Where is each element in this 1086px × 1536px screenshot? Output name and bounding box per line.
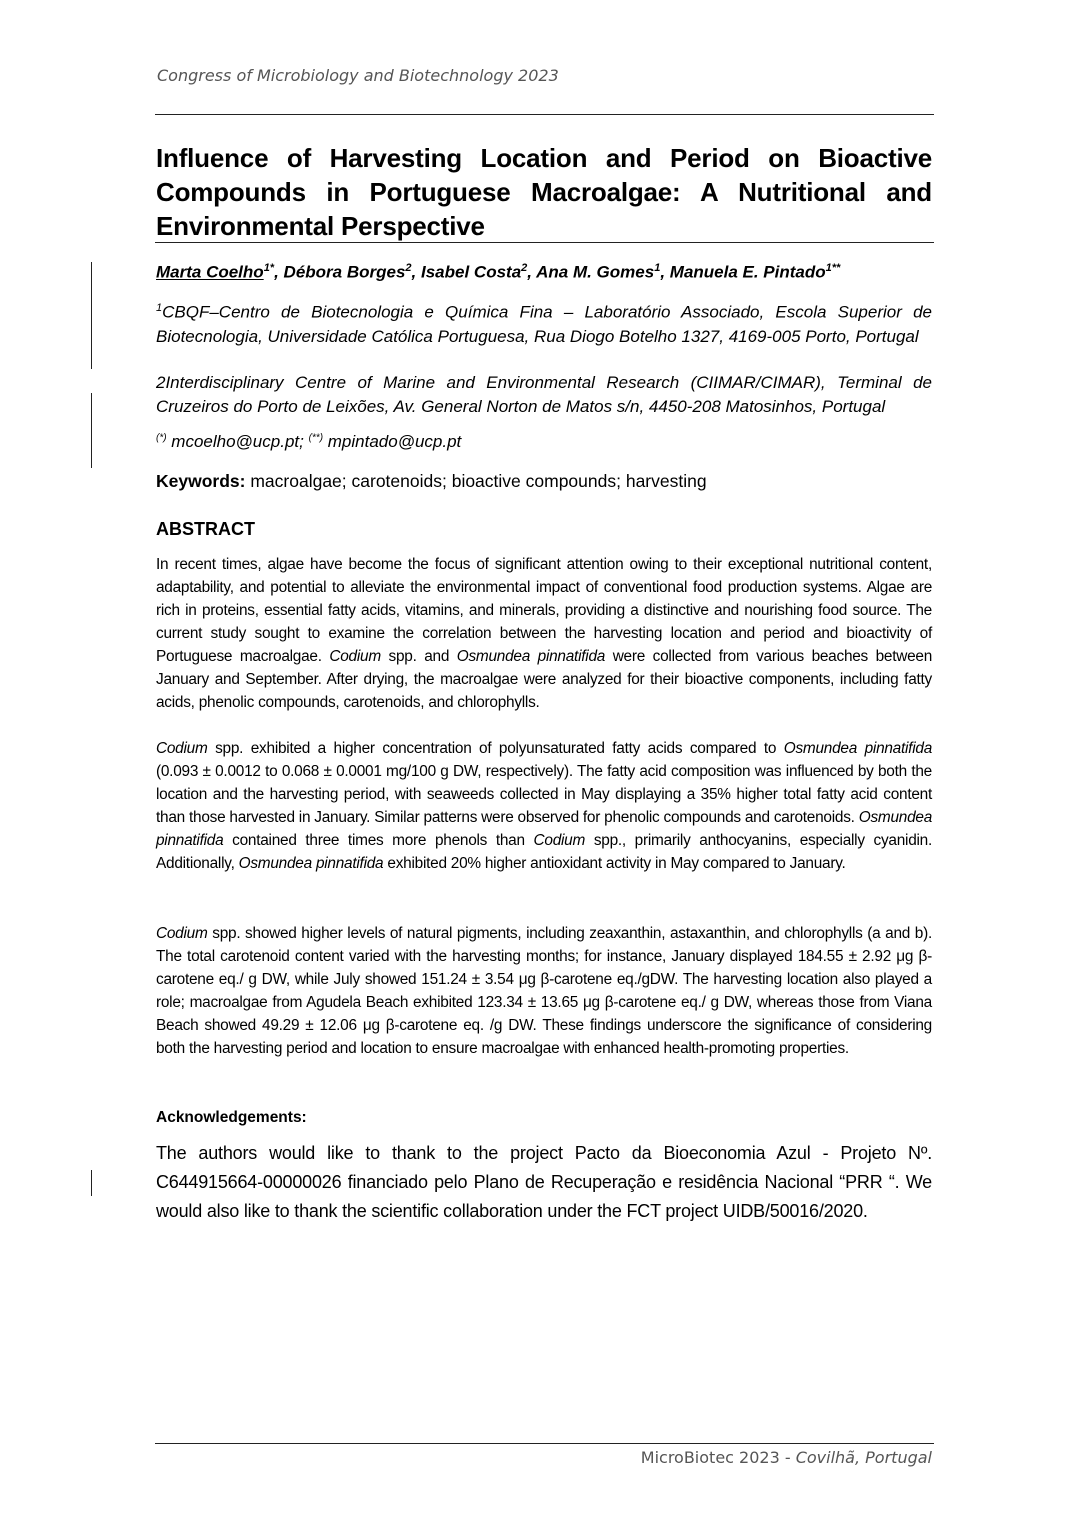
abstract-heading: ABSTRACT xyxy=(156,519,255,539)
species-name: Codium xyxy=(329,648,381,665)
author-separator: , xyxy=(527,262,537,282)
paper-title: Influence of Harvesting Location and Period on Bioactive Compounds in Portuguese Macroalgae: A Nutritional and Environmental Perspective xyxy=(156,143,932,241)
abstract-text: contained three times more phenols than xyxy=(232,832,525,849)
author-separator: , xyxy=(274,262,284,282)
affiliation-1 xyxy=(156,296,932,349)
author-separator: , xyxy=(660,262,670,282)
keywords-text: macroalgae; carotenoids; bioactive compounds; harvesting xyxy=(250,471,707,491)
species-name: Codium xyxy=(156,740,208,757)
author-affiliation-mark: 1** xyxy=(825,262,841,274)
author-name: Manuela E. Pintado xyxy=(669,262,826,282)
species-name: Osmundea pinnatifida xyxy=(783,740,933,757)
affiliation-mark: 1 xyxy=(156,302,163,314)
abstract-text: In recent times, algae have become the focus of significant attention owing to their exceptional nutritional content, adaptability, and potential to alleviate the environmental impact of conventional food production systems. Algae are rich in proteins, essential fatty acids, vitamins, and minerals, providing a distinctive and nourishing food source. The current study sought to examine the correlation between the harvesting location and period and bioactivity of Portuguese macroalgae. xyxy=(156,556,932,665)
author-affiliation-mark: 1 xyxy=(654,262,661,274)
author-separator: , xyxy=(411,262,421,282)
page-footer xyxy=(641,1448,932,1467)
keywords-label: Keywords: xyxy=(156,471,246,491)
footer-rule xyxy=(155,1443,934,1444)
revision-change-bar xyxy=(91,393,92,468)
abstract-paragraph-1 xyxy=(156,553,932,714)
abstract-paragraph-3 xyxy=(156,922,932,1060)
species-name: Osmundea pinnatifida xyxy=(238,855,384,872)
author-affiliation-mark: 1* xyxy=(263,262,275,274)
author-name: Débora Borges xyxy=(283,262,406,282)
email-link[interactable]: mpintado@ucp.pt xyxy=(327,432,462,451)
species-name: Osmundea pinnatifida xyxy=(156,809,933,849)
abstract-text: exhibited 20% higher antioxidant activity in May compared to January. xyxy=(387,855,846,872)
author-name: Isabel Costa xyxy=(421,262,522,282)
species-name: Osmundea pinnatifida xyxy=(456,648,606,665)
title-rule xyxy=(155,242,934,243)
author-affiliation-mark: 2 xyxy=(405,262,412,274)
author-name: Ana M. Gomes xyxy=(536,262,655,282)
author-list xyxy=(156,262,932,283)
running-header: Congress of Microbiology and Biotechnology 2023 xyxy=(157,66,559,85)
abstract-text: spp. and xyxy=(388,648,450,665)
abstract-text: spp., primarily anthocyanins, especially cyanidin. Additionally, xyxy=(156,832,933,872)
abstract-paragraph-2 xyxy=(156,737,932,875)
acknowledgements-heading: Acknowledgements: xyxy=(156,1109,307,1126)
species-name: Codium xyxy=(533,832,586,849)
corresponding-emails xyxy=(156,432,461,452)
revision-change-bar xyxy=(91,1170,92,1196)
email-link[interactable]: mcoelho@ucp.pt; xyxy=(171,432,304,451)
affiliation-2: 2Interdisciplinary Centre of Marine and Environmental Research (CIIMAR/CIMAR), Terminal de Cruzeiros do Porto de Leixões, Av. General Norton de Matos s/n, 4450-208 Matosinhos, Portugal xyxy=(156,373,932,416)
author-name: Marta Coelho xyxy=(156,262,264,282)
abstract-text: spp. exhibited a higher concentration of polyunsaturated fatty acids compared to xyxy=(215,740,777,757)
species-name: Codium xyxy=(156,925,208,942)
footer-event: MicroBiotec 2023 - xyxy=(640,1448,791,1467)
footer-location: Covilhã, Portugal xyxy=(795,1448,932,1467)
email-mark: (**) xyxy=(308,432,324,444)
acknowledgements-text: The authors would like to thank to the project Pacto da Bioeconomia Azul - Projeto Nº. C644915664-00000026 financiado pelo Plano de Recuperação e residência Nacional “PRR “. We would also like to thank the scientific collaboration under the FCT project UIDB/50016/2020. xyxy=(156,1143,932,1221)
keywords-line xyxy=(156,471,707,492)
header-rule xyxy=(155,114,934,115)
affiliation-text: CBQF–Centro de Biotecnologia e Química Fina – Laboratório Associado, Escola Superior de Biotecnologia, Universidade Católica Portuguesa, Rua Diogo Botelho 1327, 4169-005 Porto, Portugal xyxy=(156,302,932,346)
email-mark: (*) xyxy=(156,432,167,444)
abstract-text: were collected from various beaches between January and September. After drying, the macroalgae were analyzed for their bioactive components, including fatty acids, phenolic compounds, carotenoids, and chlorophylls. xyxy=(156,648,933,711)
author-affiliation-mark: 2 xyxy=(521,262,528,274)
abstract-text: (0.093 ± 0.0012 to 0.068 ± 0.0001 mg/100 g DW, respectively). The fatty acid composition was influenced by both the location and the harvesting period, with seaweeds collected in May displaying a 35% higher total fatty acid content than those harvested in January. Similar patterns were observed for phenolic compounds and carotenoids. xyxy=(156,763,932,826)
revision-change-bar xyxy=(91,262,92,369)
abstract-text: spp. showed higher levels of natural pigments, including zeaxanthin, astaxanthin, and chlorophylls (a and b). The total carotenoid content varied with the harvesting months; for instance, January displayed 184.55 ± 2.92 μg β-carotene eq./ g DW, while July showed 151.24 ± 3.54 μg β-carotene eq./gDW. The harvesting location also played a role; macroalgae from Agudela Beach exhibited 123.34 ± 13.65 μg β-carotene eq./ g DW, whereas those from Viana Beach showed 49.29 ± 12.06 μg β-carotene eq. /g DW. These findings underscore the significance of considering both the harvesting period and location to ensure macroalgae with enhanced health-promoting properties. xyxy=(156,925,932,1057)
